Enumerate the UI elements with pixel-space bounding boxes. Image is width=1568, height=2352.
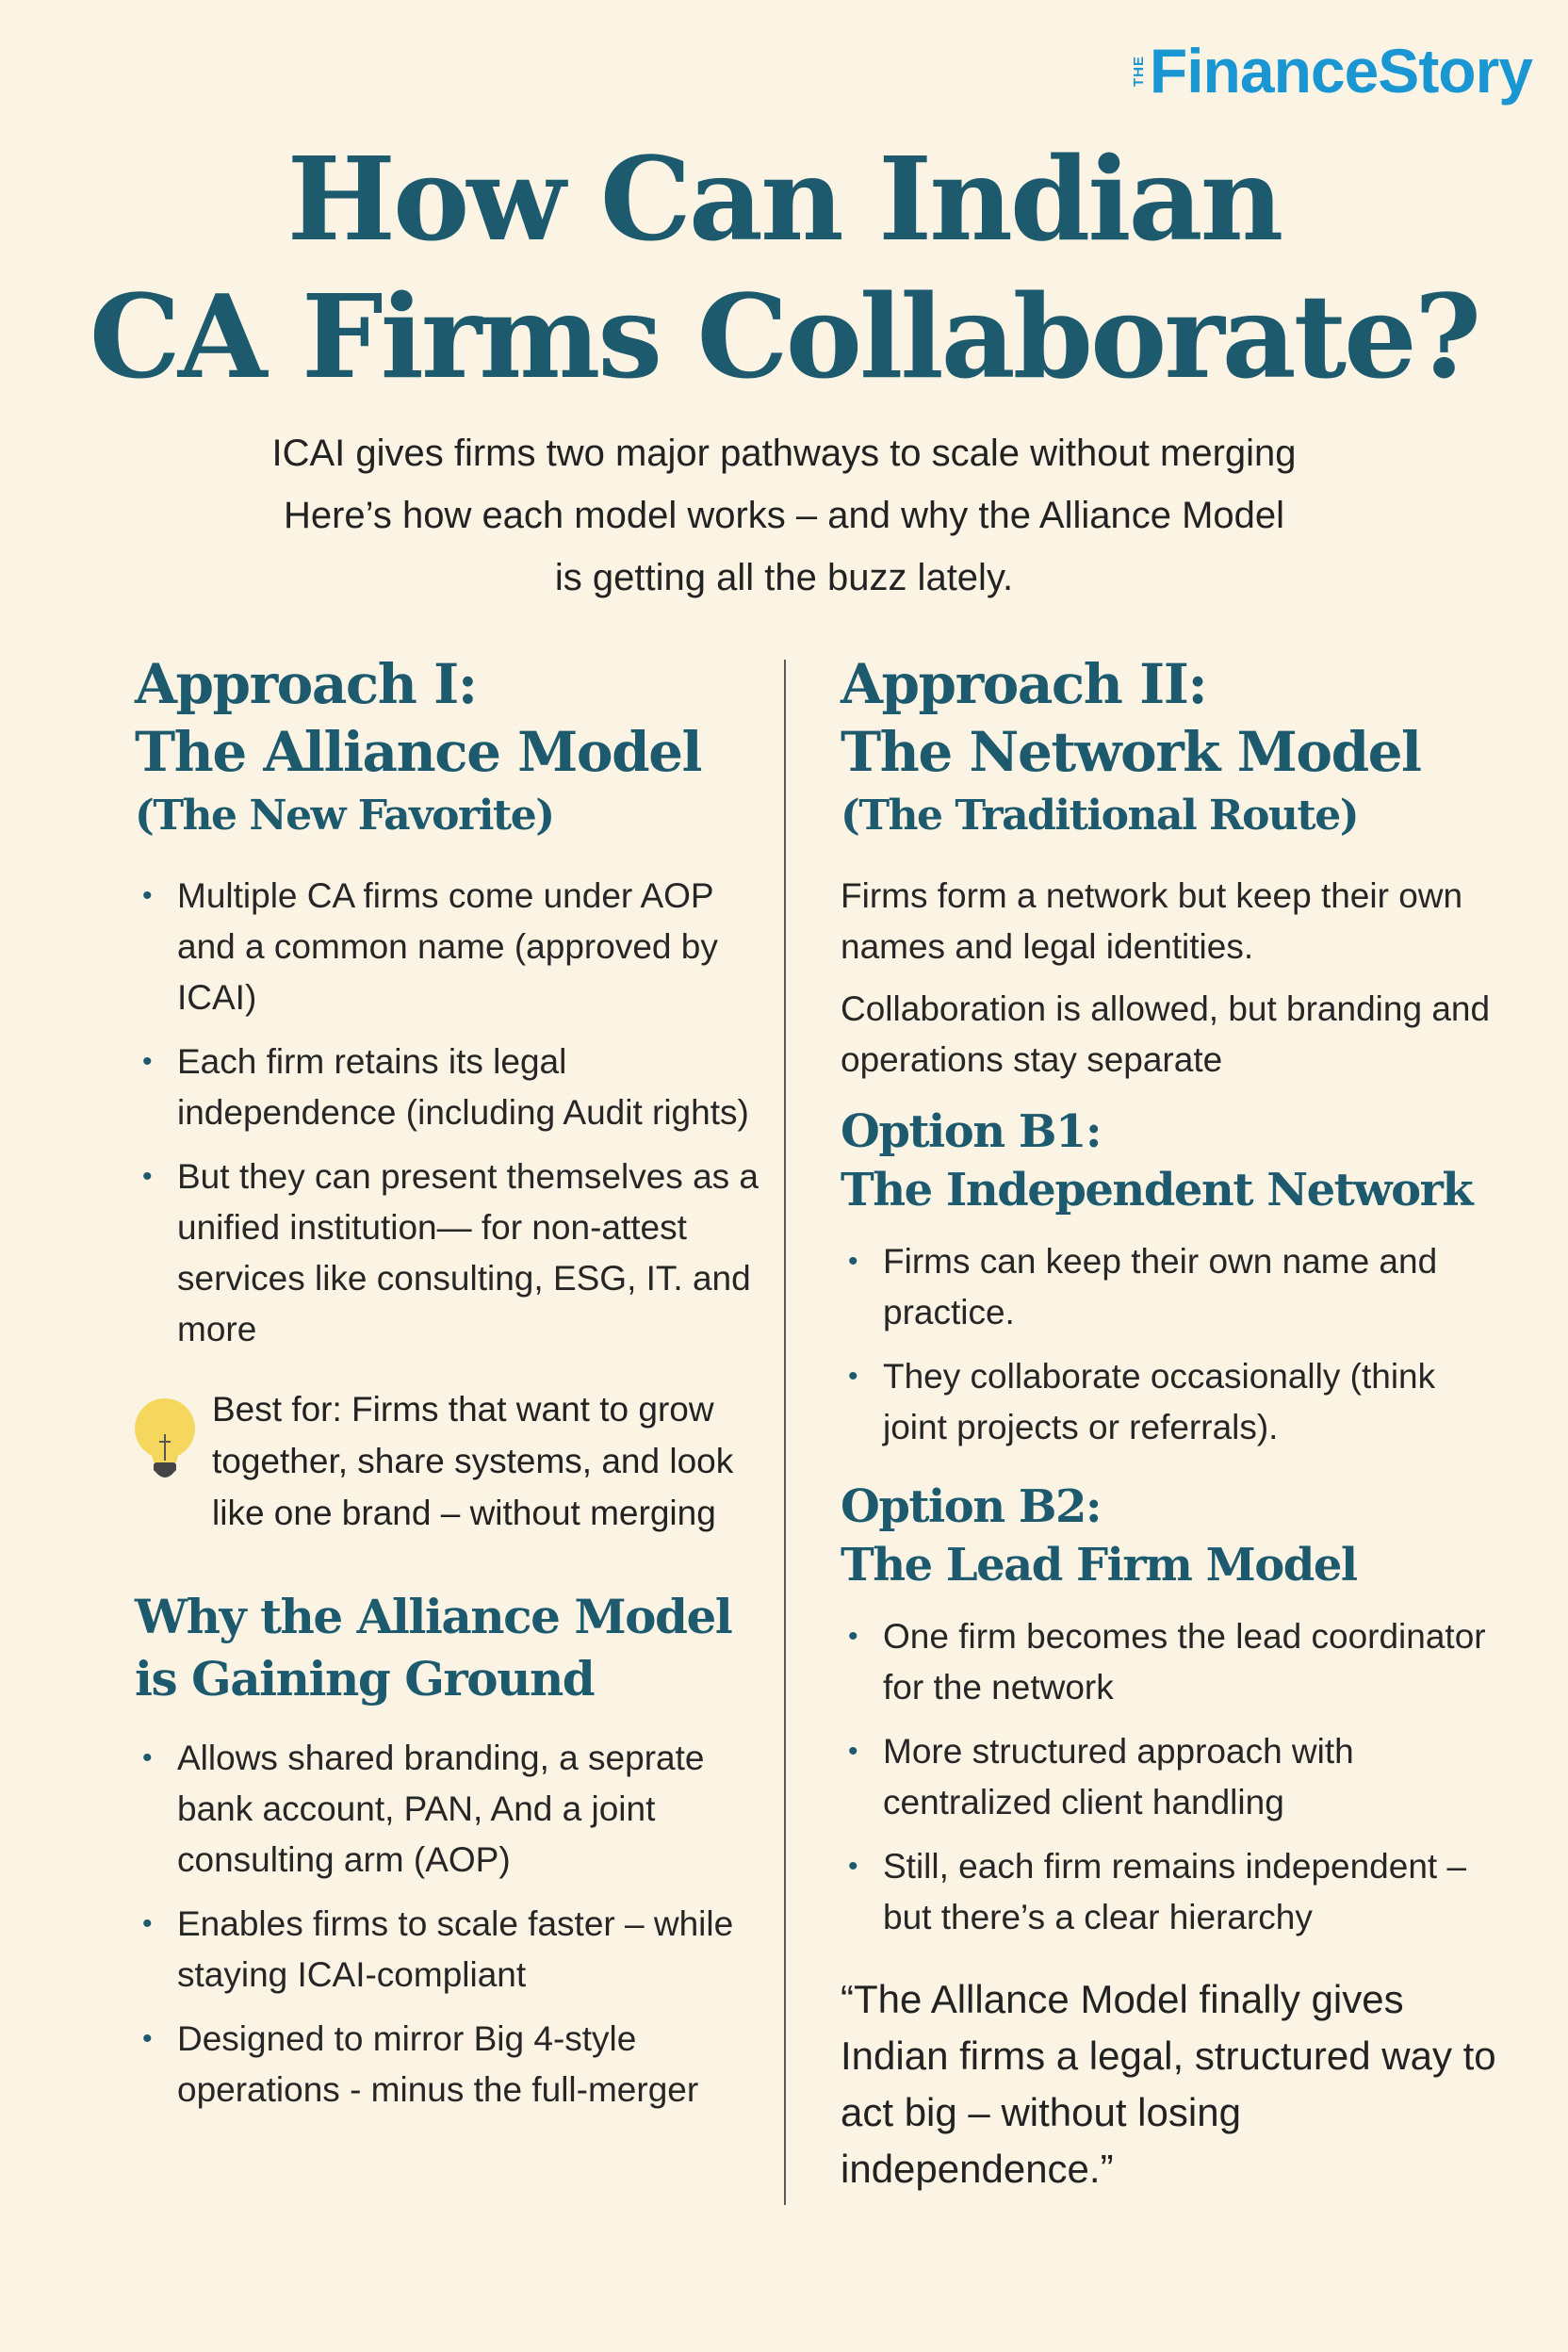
lightbulb-icon (127, 1393, 212, 1487)
list-item: • Each firm retains its legal independence (including Audit rights) (135, 1037, 776, 1138)
approach-2-name: The Network Model (841, 720, 1421, 784)
approach-1-heading (135, 650, 776, 844)
why-line-2: is Gaining Ground (135, 1651, 595, 1707)
approach-2-para-2: Collaboration is allowed, but branding and operations stay separate (841, 989, 1491, 1079)
best-for-callout (135, 1383, 776, 1539)
subtitle-line-2: Here’s how each model works – and why the Alliance Model (283, 495, 1285, 536)
approach-2-heading (841, 650, 1500, 844)
approach-1-label: Approach I: (135, 652, 477, 716)
approach-2-description (841, 871, 1500, 1086)
list-item: • Still, each firm remains independent – but there’s a clear hierarchy (841, 1841, 1500, 1943)
page-title (0, 130, 1568, 405)
approach-1-name: The Alliance Model (135, 720, 702, 784)
list-item: • But they can present themselves as a unified institution— for non-attest services like consulting, ESG, IT. and more (135, 1152, 776, 1355)
list-item: • They collaborate occasionally (think joint projects or referrals). (841, 1351, 1500, 1453)
why-line-1: Why the Alliance Model (135, 1589, 732, 1644)
list-item: • Designed to mirror Big 4-style operations - minus the full-merger (135, 2014, 776, 2115)
option-b1-bullets (841, 1236, 1500, 1453)
list-item: • One firm becomes the lead coordinator for the network (841, 1611, 1500, 1713)
option-b1-label: Option B1: (841, 1105, 1102, 1158)
why-bullets (135, 1733, 776, 2115)
column-divider (784, 660, 786, 2205)
network-column (841, 650, 1500, 2197)
option-b2-label: Option B2: (841, 1480, 1102, 1533)
list-item: • Multiple CA firms come under AOP and a common name (approved by ICAI) (135, 871, 776, 1023)
option-b1-name: The Independent Network (841, 1164, 1473, 1217)
closing-quote: “The Alllance Model finally gives Indian firms a legal, structured way to act big – without losing independence.” (841, 1977, 1496, 2191)
brand-prefix: THE (1130, 55, 1147, 87)
subtitle-line-3: is getting all the buzz lately. (554, 557, 1014, 598)
list-item: • Firms can keep their own name and practice. (841, 1236, 1500, 1338)
option-b2-heading (841, 1478, 1500, 1594)
list-item: • Allows shared branding, a seprate bank account, PAN, And a joint consulting arm (AOP) (135, 1733, 776, 1886)
approach-1-tag: (The New Favorite) (135, 792, 554, 840)
option-b2-name: The Lead Firm Model (841, 1539, 1357, 1592)
brand-name: FinanceStory (1149, 36, 1532, 106)
list-item: • More structured approach with centralized client handling (841, 1726, 1500, 1828)
approach-1-bullets (135, 871, 776, 1355)
option-b1-heading (841, 1102, 1500, 1219)
subtitle-line-1: ICAI gives firms two major pathways to scale without merging (271, 433, 1297, 474)
approach-2-label: Approach II: (841, 652, 1207, 716)
option-b2-bullets (841, 1611, 1500, 1943)
title-line-1: How Can Indian (286, 131, 1282, 267)
approach-2-tag: (The Traditional Route) (841, 792, 1359, 840)
why-heading (135, 1586, 776, 1710)
alliance-column (135, 650, 776, 2129)
best-for-text: Best for: Firms that want to grow together, share systems, and look like one brand – without merging (212, 1390, 734, 1532)
approach-2-para-1: Firms form a network but keep their own names and legal identities. (841, 876, 1463, 966)
intro-subtitle (0, 422, 1568, 609)
list-item: • Enables firms to scale faster – while staying ICAI-compliant (135, 1899, 776, 2001)
brand-logo (1130, 36, 1532, 106)
title-line-2: CA Firms Collaborate? (89, 269, 1479, 404)
